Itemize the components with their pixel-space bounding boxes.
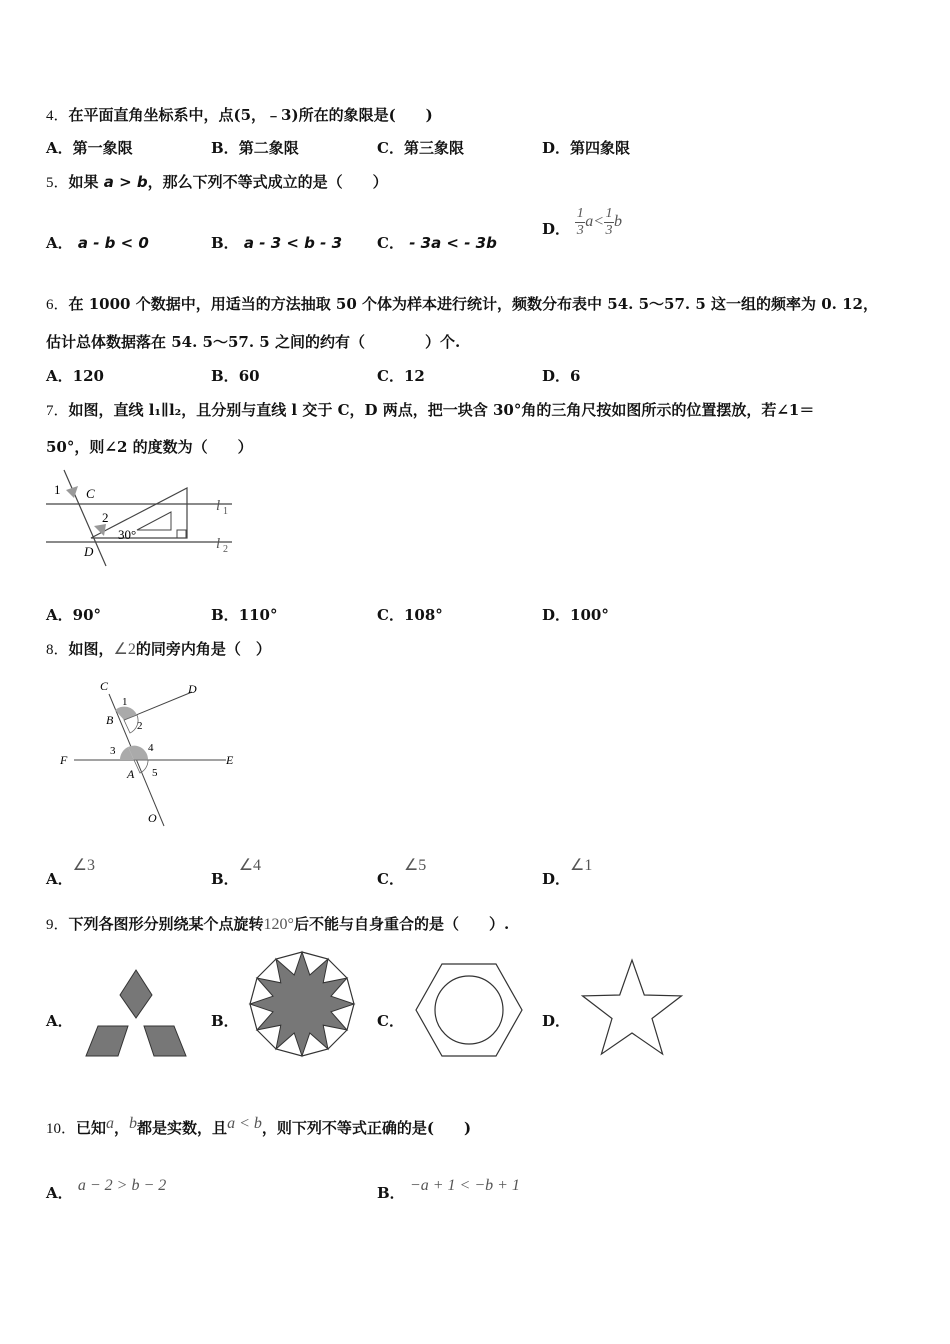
q7-label-2: 2 <box>102 510 109 525</box>
q7-label-1: 1 <box>54 482 61 497</box>
q8-label-d: D <box>188 682 197 696</box>
q8-label-e: E <box>226 753 234 767</box>
q7-line2: 50°，则∠2 的度数为（ ） <box>46 438 253 456</box>
q7-line1: 7．如图，直线 l₁∥l₂，且分别与直线 l 交于 C，D 两点，把一块含 30°角的三角尺按如图所示的位置摆放，若∠1＝ <box>46 401 815 419</box>
q8-label-1: 1 <box>122 696 128 708</box>
q10-condition: a < b <box>227 1115 262 1132</box>
q8-stem: 8．如图，∠2的同旁内角是（ ） <box>46 640 271 658</box>
q8-label-c: C <box>100 679 109 693</box>
q4-option-c: C．第三象限 <box>377 139 464 157</box>
q7-label-d: D <box>84 544 94 559</box>
q6-option-c: C．12 <box>377 367 425 385</box>
q8-label-3: 3 <box>110 745 116 757</box>
q6-option-b: B．60 <box>211 367 260 385</box>
q7-option-c: C．108° <box>377 606 443 624</box>
q7-option-b: B．110° <box>211 606 278 624</box>
q7-option-d: D．100° <box>542 606 609 624</box>
q7-label-l2: l <box>216 536 221 552</box>
q8-label-5: 5 <box>152 767 158 779</box>
q10-option-a: A． a − 2 > b − 2 <box>46 1177 167 1202</box>
q8-figure <box>54 676 244 830</box>
q9-option-a-figure <box>84 968 188 1058</box>
q6-option-a: A．120 <box>46 367 104 385</box>
q4-option-d: D．第四象限 <box>542 139 631 157</box>
q7-option-a: A．90° <box>46 606 102 624</box>
q7-label-30: 30° <box>118 527 137 542</box>
q5-condition: a > b <box>103 173 148 191</box>
q7-label-l1: l <box>216 498 221 514</box>
q8-label-f: F <box>60 753 68 767</box>
q7-label-c: C <box>86 486 95 501</box>
q8-label-4: 4 <box>148 742 154 754</box>
q5-option-a: A． a - b < 0 <box>46 234 149 252</box>
q8-label-o: O <box>148 811 157 825</box>
q4-text: 在平面直角坐标系中，点(5，﹣3)所在的象限是( ) <box>68 106 433 124</box>
q6-line1: 6．在 1000 个数据中，用适当的方法抽取 50 个体为样本进行统计，频数分布表中 54. 5～57. 5 这一组的频率为 0. 12， <box>46 295 878 313</box>
q7-figure <box>44 466 244 570</box>
q9-angle: 120° <box>263 916 294 933</box>
q8-label-a: A <box>127 767 135 781</box>
q8-label-b: B <box>106 713 114 727</box>
q5-stem: 5．如果 a > b，那么下列不等式成立的是（ ） <box>46 173 388 191</box>
q8-option-a: A．∠3 <box>46 857 95 888</box>
q10-stem: 10．已知a，b都是实数，且a < b，则下列不等式正确的是( ) <box>46 1115 472 1137</box>
q5-option-b: B． a - 3 < b - 3 <box>211 234 343 252</box>
q9-option-d-label: D． <box>542 1012 571 1030</box>
q5-option-c: C． - 3a < - 3b <box>377 234 497 252</box>
q9-option-a-label: A． <box>46 1012 73 1030</box>
q6-line2: 估计总体数据落在 54. 5～57. 5 之间的约有（ ）个. <box>46 333 461 351</box>
q9-option-b-figure <box>248 950 356 1058</box>
q9-option-b-label: B． <box>211 1012 239 1030</box>
q5-option-d: D． $\frac{1}{3}$ a< $\frac{1}{3}$ b <box>542 206 623 239</box>
q8-option-c: C．∠5 <box>377 857 427 888</box>
q9-option-c-figure <box>414 962 524 1058</box>
q5-number: 5． <box>46 175 69 191</box>
q9-option-d-figure <box>580 958 684 1058</box>
q7-label-l2-sub: 2 <box>223 544 228 555</box>
q7-label-l1-sub: 1 <box>223 506 228 517</box>
q10-option-b: B． −a + 1 < −b + 1 <box>377 1177 520 1202</box>
q8-label-2: 2 <box>137 720 143 732</box>
q9-stem: 9．下列各图形分别绕某个点旋转120°后不能与自身重合的是（ ）. <box>46 915 510 933</box>
q4-option-b: B．第二象限 <box>211 139 299 157</box>
q5-fraction-expression: $\frac{1}{3}$ a< $\frac{1}{3}$ b <box>576 206 623 238</box>
q4-number: 4． <box>46 108 69 124</box>
q8-option-b: B．∠4 <box>211 857 262 888</box>
q4-option-a: A．第一象限 <box>46 139 133 157</box>
q8-option-d: D．∠1 <box>542 857 593 888</box>
q8-angle: ∠2 <box>113 641 136 658</box>
q9-option-c-label: C． <box>377 1012 404 1030</box>
q4-stem <box>46 104 433 125</box>
q6-option-d: D．6 <box>542 367 581 385</box>
